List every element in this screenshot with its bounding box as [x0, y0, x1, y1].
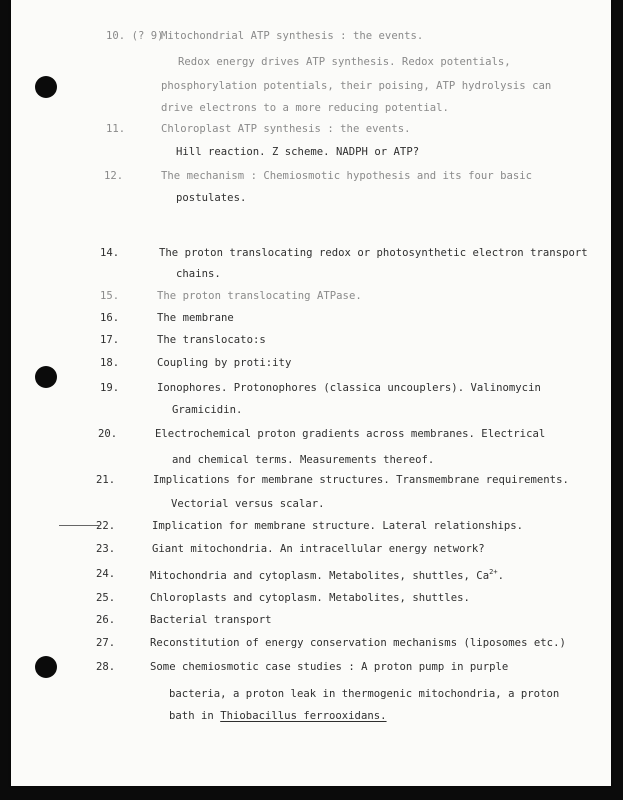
item-number: 26.: [96, 614, 116, 626]
item-text: Chloroplasts and cytoplasm. Metabolites, shuttles.: [150, 592, 470, 604]
item-text: Bacterial transport: [150, 614, 272, 626]
item-continuation: Redox energy drives ATP synthesis. Redox potentials,: [178, 56, 511, 68]
item-text: The mechanism : Chemiosmotic hypothesis and its four basic: [161, 170, 533, 182]
item-text: Mitochondrial ATP synthesis : the events.: [161, 30, 424, 42]
item-number: 25.: [96, 592, 116, 604]
item-text: Some chemiosmotic case studies : A proton pump in purple: [150, 661, 509, 673]
item-text: Chloroplast ATP synthesis : the events.: [161, 123, 411, 135]
margin-dash-mark: [59, 525, 99, 526]
document-page: [11, 0, 611, 786]
item-text: The membrane: [157, 312, 234, 324]
item-continuation: postulates.: [176, 192, 247, 204]
item-text: Ionophores. Protonophores (classica uncouplers). Valinomycin: [157, 382, 541, 394]
item-continuation: and chemical terms. Measurements thereof.: [172, 454, 435, 466]
item-text: The proton translocating redox or photosynthetic electron transport: [159, 247, 588, 259]
item-continuation: bath in: [169, 710, 214, 722]
punch-hole-bottom: [35, 656, 57, 678]
item-text: Implications for membrane structures. Transmembrane requirements.: [153, 474, 569, 486]
item-number: 19.: [100, 382, 120, 394]
item-number: 10. (? 9): [106, 30, 164, 42]
item-continuation: chains.: [176, 268, 221, 280]
item-continuation-group: [169, 710, 387, 722]
item-continuation: Vectorial versus scalar.: [171, 498, 325, 510]
item-number: 12.: [104, 170, 124, 182]
item-number: 23.: [96, 543, 116, 555]
item-number: 20.: [98, 428, 118, 440]
item-number: 14.: [100, 247, 120, 259]
item-text-tail: .: [497, 570, 504, 582]
item-text: The translocato:s: [157, 334, 266, 346]
item-continuation: bacteria, a proton leak in thermogenic mitochondria, a proton: [169, 688, 560, 700]
punch-hole-top: [35, 76, 57, 98]
item-continuation: phosphorylation potentials, their poising, ATP hydrolysis can: [161, 80, 552, 92]
superscript-charge: 2+: [489, 568, 498, 576]
item-continuation: Hill reaction. Z scheme. NADPH or ATP?: [176, 146, 420, 158]
item-text-group: [150, 568, 504, 582]
item-text: The proton translocating ATPase.: [157, 290, 362, 302]
item-number: 21.: [96, 474, 116, 486]
item-number: 22.: [96, 520, 116, 532]
item-number: 16.: [100, 312, 120, 324]
item-number: 18.: [100, 357, 120, 369]
item-number: 27.: [96, 637, 116, 649]
item-text: Mitochondria and cytoplasm. Metabolites, shuttles, Ca: [150, 570, 490, 582]
item-number: 17.: [100, 334, 120, 346]
item-number: 28.: [96, 661, 116, 673]
item-number: 15.: [100, 290, 120, 302]
item-number: 11.: [106, 123, 126, 135]
item-text: Implication for membrane structure. Lateral relationships.: [152, 520, 524, 532]
item-continuation: Gramicidin.: [172, 404, 243, 416]
item-continuation: drive electrons to a more reducing potential.: [161, 102, 449, 114]
punch-hole-middle: [35, 366, 57, 388]
underlined-species-name: Thiobacillus ferrooxidans.: [220, 710, 387, 722]
item-number: 24.: [96, 568, 116, 580]
item-text: Coupling by proti:ity: [157, 357, 292, 369]
item-text: Electrochemical proton gradients across membranes. Electrical: [155, 428, 546, 440]
item-text: Giant mitochondria. An intracellular energy network?: [152, 543, 485, 555]
item-text: Reconstitution of energy conservation mechanisms (liposomes etc.): [150, 637, 566, 649]
